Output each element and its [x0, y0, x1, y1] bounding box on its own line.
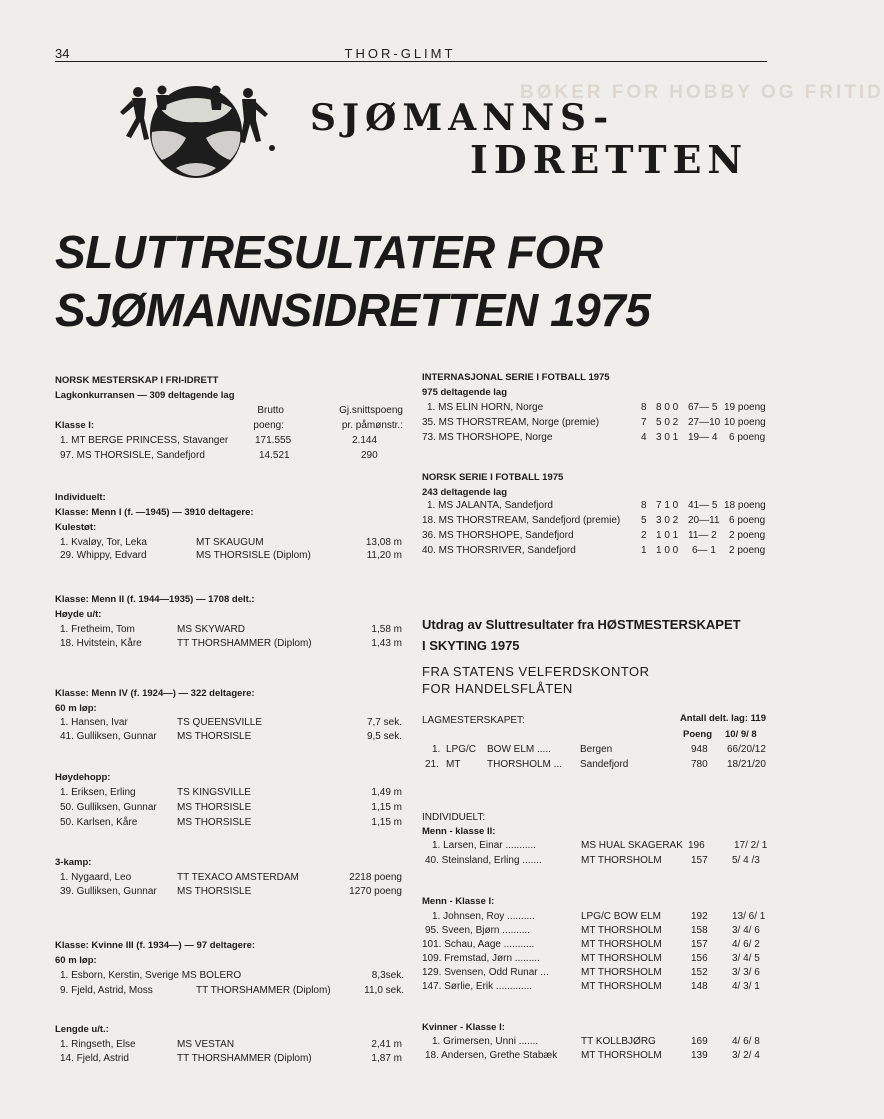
- section-subtitle: Klasse: Menn IV (f. 1924—) — 322 deltagere:: [55, 688, 255, 699]
- result-value: 13,08 m: [365, 537, 402, 548]
- shooter-score: 4/ 6/ 8: [732, 1036, 760, 1047]
- result-name: 29. Whippy, Edvard: [60, 550, 147, 561]
- team-score: 66/20/12: [727, 744, 766, 755]
- header-rule: [55, 61, 767, 62]
- team-name: 40. MS THORSRIVER, Sandefjord: [422, 545, 576, 556]
- team-goals: 20—11: [688, 515, 720, 526]
- team-wdl: 3 0 2: [656, 515, 679, 526]
- team-goals: 27—10: [688, 417, 721, 428]
- shooter-score: 4/ 3/ 1: [732, 981, 760, 992]
- class-label: Kvinner - Klasse I:: [422, 1022, 505, 1033]
- team-wdl: 1 0 0: [656, 545, 679, 556]
- event-label: Kulestøt:: [55, 522, 97, 533]
- team-points: 6 poeng: [729, 432, 766, 443]
- result-ship: MS SKYWARD: [177, 624, 245, 635]
- shooter-score: 13/ 6/ 1: [732, 911, 766, 922]
- result-ship: TT THORSHAMMER (Diplom): [196, 985, 331, 996]
- team-rank: 1.: [432, 744, 441, 755]
- shooter-name: 147. Sørlie, Erik .............: [422, 981, 533, 992]
- class-label: Klasse I:: [55, 420, 95, 431]
- shooter-ship: MT THORSHOLM: [581, 953, 662, 964]
- ghost-show-through-text: BØKER FOR HOBBY OG FRITID: [520, 82, 884, 103]
- team-name: 35. MS THORSTREAM, Norge (premie): [422, 417, 600, 428]
- team-matches: 5: [641, 515, 647, 526]
- result-name: 1. Hansen, Ivar: [60, 717, 128, 728]
- page-number: 34: [55, 46, 70, 61]
- column-header: Gj.snittspoeng: [339, 405, 403, 416]
- shooter-points: 169: [691, 1036, 708, 1047]
- result-name: 9. Fjeld, Astrid, Moss: [60, 985, 153, 996]
- shooter-score: 5/ 4 /3: [732, 855, 760, 866]
- team-points: 10 poeng: [724, 417, 766, 428]
- result-value: 171.555: [255, 435, 292, 446]
- result-ship: MS THORSISLE: [177, 817, 252, 828]
- result-value: 1,15 m: [371, 802, 402, 813]
- shooter-name: 1. Grimersen, Unni .......: [432, 1036, 539, 1047]
- event-label: Høydehopp:: [55, 772, 111, 783]
- result-value: 11,0 sek.: [364, 985, 404, 996]
- column-header: Poeng: [683, 729, 713, 740]
- team-name: 1. MS ELIN HORN, Norge: [427, 402, 544, 413]
- section-subtitle: Klasse: Menn II (f. 1944—1935) — 1708 delt.:: [55, 594, 255, 605]
- column-header: Brutto: [257, 405, 284, 416]
- shooter-name: 95. Sveen, Bjørn ..........: [425, 925, 531, 936]
- organizer-line: FRA STATENS VELFERDSKONTOR: [422, 664, 650, 679]
- result-ship: MT SKAUGUM: [196, 537, 264, 548]
- result-name: 1. Nygaard, Leo: [60, 872, 132, 883]
- shooter-ship: MT THORSHOLM: [581, 939, 662, 950]
- event-label: 60 m løp:: [55, 703, 97, 714]
- result-name: 50. Gulliksen, Gunnar: [60, 802, 157, 813]
- result-name: 39. Gulliksen, Gunnar: [60, 886, 157, 897]
- result-name: 18. Hvitstein, Kåre: [60, 638, 142, 649]
- shooter-name: 109. Fremstad, Jørn .........: [422, 953, 540, 964]
- team-matches: 7: [641, 417, 647, 428]
- team-place: Bergen: [580, 744, 613, 755]
- shooter-name: 101. Schau, Aage ...........: [422, 939, 535, 950]
- result-value: 9,5 sek.: [366, 731, 402, 742]
- team-goals: 41— 5: [688, 500, 718, 511]
- column-header: poeng:: [253, 420, 284, 431]
- team-place: Sandefjord: [580, 759, 629, 770]
- result-name: 1. MT BERGE PRINCESS, Stavanger: [60, 435, 229, 446]
- event-label: Lengde u/t.:: [55, 1024, 109, 1035]
- subsection-label: INDIVIDUELT:: [422, 812, 486, 823]
- shooter-name: 18. Andersen, Grethe Stabæk: [425, 1050, 558, 1061]
- result-value: 2218 poeng: [349, 872, 402, 883]
- result-name: 41. Gulliksen, Gunnar: [60, 731, 157, 742]
- event-label: 3-kamp:: [55, 857, 92, 868]
- result-ship: MS THORSISLE: [177, 731, 252, 742]
- shooter-points: 192: [691, 911, 708, 922]
- event-label: Høyde u/t:: [55, 609, 102, 620]
- team-wdl: 7 1 0: [656, 500, 679, 511]
- section-subtitle: Lagkonkurransen — 309 deltagende lag: [55, 390, 235, 401]
- shooter-ship: MT THORSHOLM: [581, 855, 662, 866]
- result-ship: MS THORSISLE: [177, 802, 252, 813]
- result-name: 1. Eriksen, Erling: [60, 787, 136, 798]
- shooter-score: 17/ 2/ 1: [734, 840, 768, 851]
- result-value: 1,58 m: [371, 624, 402, 635]
- shooter-points: 157: [691, 939, 708, 950]
- shooting-section-title: Utdrag av Sluttresultater fra HØSTMESTERSKAPET: [422, 617, 741, 632]
- section-subtitle: Klasse: Kvinne III (f. 1934—) — 97 deltagere:: [55, 940, 256, 951]
- shooter-score: 3/ 3/ 6: [732, 967, 760, 978]
- shooter-points: 157: [691, 855, 708, 866]
- shooter-name: 129. Svensen, Odd Runar ...: [422, 967, 549, 978]
- headline-line-1: SLUTTRESULTATER FOR: [55, 226, 603, 278]
- team-points: 2 poeng: [729, 530, 766, 541]
- result-name: 1. Ringseth, Else: [60, 1039, 136, 1050]
- section-subtitle: 975 deltagende lag: [422, 387, 508, 398]
- magazine-title: THOR-GLIMT: [344, 46, 456, 61]
- shooter-ship: MT THORSHOLM: [581, 981, 662, 992]
- team-rank: 21.: [425, 759, 439, 770]
- team-name: 1. MS JALANTA, Sandefjord: [427, 500, 553, 511]
- team-wdl: 1 0 1: [656, 530, 679, 541]
- shooter-name: 40. Steinsland, Erling .......: [425, 855, 542, 866]
- result-value: 1,49 m: [371, 787, 402, 798]
- shooter-name: 1. Larsen, Einar ...........: [432, 840, 536, 851]
- shooter-score: 3/ 4/ 5: [732, 953, 760, 964]
- team-score: 18/21/20: [727, 759, 766, 770]
- logo-word-idretten: IDRETTEN: [470, 137, 749, 182]
- team-points: 948: [691, 744, 708, 755]
- section-title: NORSK MESTERSKAP I FRI-IDRETT: [55, 375, 219, 386]
- result-value: 14.521: [259, 450, 290, 461]
- shooter-points: 139: [691, 1050, 708, 1061]
- class-label: Menn - klasse II:: [422, 826, 496, 837]
- result-value: 2,41 m: [371, 1039, 402, 1050]
- result-name: 1. Fretheim, Tom: [60, 624, 135, 635]
- shooter-points: 152: [691, 967, 708, 978]
- team-points: 19 poeng: [724, 402, 766, 413]
- organizer-line: FOR HANDELSFLÅTEN: [422, 681, 573, 696]
- result-value: 8,3sek.: [371, 970, 404, 981]
- team-type: LPG/C: [446, 744, 477, 755]
- section-title: INTERNASJONAL SERIE I FOTBALL 1975: [422, 372, 610, 383]
- result-value: 290: [361, 450, 378, 461]
- shooter-score: 3/ 2/ 4: [732, 1050, 760, 1061]
- shooter-points: 196: [688, 840, 705, 851]
- team-name: 36. MS THORSHOPE, Sandefjord: [422, 530, 574, 541]
- shooter-score: 4/ 6/ 2: [732, 939, 760, 950]
- result-value: 1,87 m: [371, 1053, 402, 1064]
- event-label: 60 m løp:: [55, 955, 97, 966]
- class-label: Menn - Klasse I:: [422, 896, 495, 907]
- shooter-ship: MT THORSHOLM: [581, 967, 662, 978]
- result-name: 14. Fjeld, Astrid: [60, 1053, 129, 1064]
- shooter-ship: LPG/C BOW ELM: [581, 911, 662, 922]
- section-subtitle: Klasse: Menn I (f. —1945) — 3910 deltagere:: [55, 507, 254, 518]
- football-players-logo-icon: [100, 84, 285, 188]
- result-value: 1,15 m: [371, 817, 402, 828]
- result-value: 7,7 sek.: [366, 717, 402, 728]
- team-matches: 2: [641, 530, 647, 541]
- team-wdl: 5 0 2: [656, 417, 679, 428]
- column-header: pr. påmønstr.:: [341, 420, 403, 431]
- team-points: 780: [691, 759, 708, 770]
- result-value: 1,43 m: [371, 638, 402, 649]
- team-name: 18. MS THORSTREAM, Sandefjord (premie): [422, 515, 621, 526]
- team-matches: 8: [641, 500, 647, 511]
- result-ship: TS KINGSVILLE: [177, 787, 251, 798]
- result-name: 1. Esborn, Kerstin, Sverige MS BOLERO: [60, 970, 242, 981]
- result-value: 1270 poeng: [349, 886, 402, 897]
- shooter-ship: MT THORSHOLM: [581, 925, 662, 936]
- team-matches: 4: [641, 432, 647, 443]
- result-ship: MS VESTAN: [177, 1039, 235, 1050]
- team-goals: 67— 5: [688, 402, 718, 413]
- shooter-ship: TT KOLLBJØRG: [581, 1036, 656, 1047]
- team-name: 73. MS THORSHOPE, Norge: [422, 432, 553, 443]
- team-points: 6 poeng: [729, 515, 766, 526]
- result-ship: TS QUEENSVILLE: [177, 717, 263, 728]
- team-goals: 19— 4: [688, 432, 718, 443]
- result-value: 2.144: [352, 435, 378, 446]
- team-type: MT: [446, 759, 461, 770]
- team-points: 2 poeng: [729, 545, 766, 556]
- section-title: Individuelt:: [55, 492, 106, 503]
- shooting-section-title: I SKYTING 1975: [422, 638, 520, 653]
- shooter-points: 156: [691, 953, 708, 964]
- team-wdl: 3 0 1: [656, 432, 679, 443]
- team-wdl: 8 0 0: [656, 402, 679, 413]
- result-name: 1. Kvaløy, Tor, Leka: [60, 537, 147, 548]
- participants-count: Antall delt. lag: 119: [679, 713, 766, 724]
- shooter-ship: MT THORSHOLM: [581, 1050, 662, 1061]
- team-goals: 11— 2: [688, 530, 717, 541]
- shooter-ship: MS HUAL SKAGERAK: [581, 840, 683, 851]
- result-ship: TT TEXACO AMSTERDAM: [177, 872, 299, 883]
- team-ship: THORSHOLM ...: [487, 759, 563, 770]
- team-matches: 8: [641, 402, 647, 413]
- logo-word-sjomanns: SJØMANNS-: [310, 97, 615, 139]
- team-ship: BOW ELM .....: [487, 744, 551, 755]
- shooter-points: 148: [691, 981, 708, 992]
- headline-line-2: SJØMANNSIDRETTEN 1975: [55, 284, 651, 336]
- section-subtitle: 243 deltagende lag: [422, 487, 508, 498]
- result-ship: MS THORSISLE: [177, 886, 252, 897]
- shooter-score: 3/ 4/ 6: [732, 925, 760, 936]
- result-ship: TT THORSHAMMER (Diplom): [177, 1053, 312, 1064]
- shooter-name: 1. Johnsen, Roy ..........: [432, 911, 535, 922]
- result-ship: MS THORSISLE (Diplom): [196, 550, 311, 561]
- result-name: 97. MS THORSISLE, Sandefjord: [60, 450, 205, 461]
- shooter-points: 158: [691, 925, 708, 936]
- result-value: 11,20 m: [366, 550, 402, 561]
- team-points: 18 poeng: [724, 500, 766, 511]
- result-name: 50. Karlsen, Kåre: [60, 817, 138, 828]
- team-matches: 1: [641, 545, 647, 556]
- team-goals: 6— 1: [692, 545, 716, 556]
- subsection-label: LAGMESTERSKAPET:: [422, 715, 525, 726]
- column-header: 10/ 9/ 8: [725, 729, 757, 740]
- section-title: NORSK SERIE I FOTBALL 1975: [422, 472, 564, 483]
- result-ship: TT THORSHAMMER (Diplom): [177, 638, 312, 649]
